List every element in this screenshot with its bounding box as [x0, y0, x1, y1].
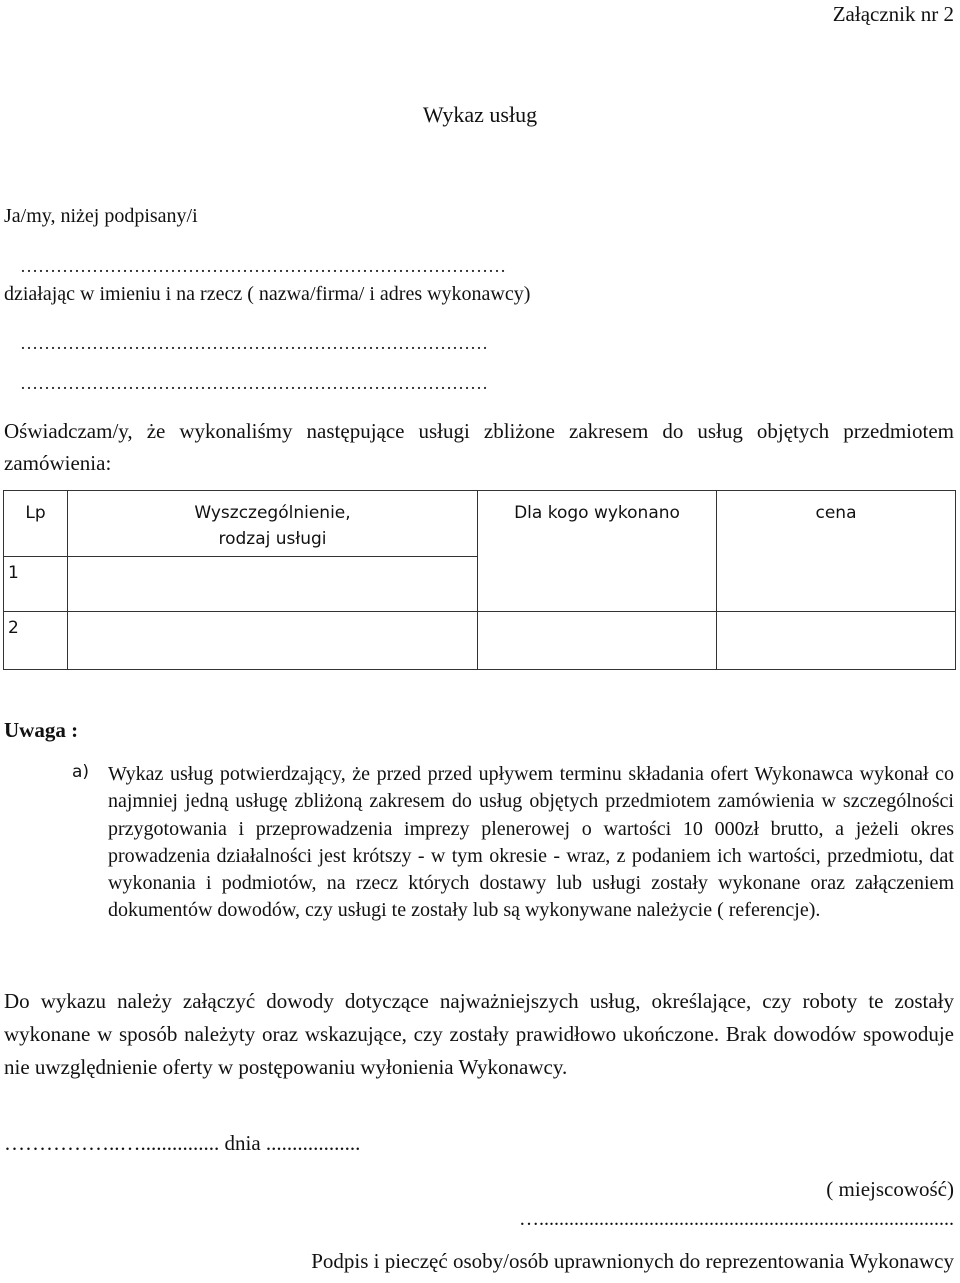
annex-number: Załącznik nr 2	[832, 2, 954, 26]
header-spec-line2: rodzaj usługi	[218, 529, 327, 549]
header-spec-line1: Wyszczególnienie,	[194, 503, 351, 523]
row-1-specification	[68, 557, 478, 612]
document-title: Wykaz usług	[422, 102, 538, 127]
row-2-lp: 2	[4, 612, 68, 670]
fill-in-dots-address-2: ……………………………………………………………………	[20, 373, 488, 393]
header-specification	[68, 491, 478, 557]
header-price: cena	[717, 491, 956, 612]
evidence-paragraph: Do wykazu należy załączyć dowody dotyczące najważniejszych usług, określające, czy roboty te zostały wykonane w sposób należyty oraz wskazujące, czy zostały prawidłowo ukończone. Brak dowodów spowoduje nie uwzględnienie oferty w postępowaniu wyłonienia Wykonawcy.	[4, 989, 954, 1079]
notice-heading: Uwaga :	[4, 718, 79, 742]
fill-in-dots-name: ………………………………………………………………………	[20, 256, 506, 276]
notice-text: Wykaz usług potwierdzający, że przed przed upływem terminu składania ofert Wykonawca wykonał co najmniej jedną usługę zbliżoną zakresem do usług objętych przedmiotem zamówienia w szczególności przygotowania i przeprowadzenia imprezy plenerowej o wartości 10 000zł brutto, a jeżeli okres prowadzenia działalności jest krótszy - w tym okresie - wraz, z podaniem ich wartości, przedmiotu, dat wykonania i podmiotów, na rzecz których dostawy lub usługi zostały wykonane oraz załączeniem dokumentów dowodów, czy usługi te zostały lub są wykonywane należycie ( referencje).	[108, 763, 954, 922]
signature-label: Podpis i pieczęć osoby/osób uprawnionych do reprezentowania Wykonawcy	[311, 1249, 954, 1273]
date-place-line: ……………..…............... dnia ..................	[4, 1131, 361, 1155]
statement: Oświadczam/y, że wykonaliśmy następujące usługi zbliżone zakresem do usług objętych przedmiotem zamówienia:	[4, 419, 954, 475]
table-row	[4, 612, 956, 670]
row-2-for-whom	[478, 612, 717, 670]
signature-dots: …...................................................................................	[519, 1208, 954, 1230]
services-table	[3, 490, 956, 670]
header-lp: Lp	[4, 491, 68, 557]
table-header-row	[4, 491, 956, 557]
row-2-specification	[68, 612, 478, 670]
place-label: ( miejscowość)	[826, 1177, 954, 1201]
notice-list-marker: a)	[72, 762, 90, 782]
acting-line: działając w imieniu i na rzecz ( nazwa/firma/ i adres wykonawcy)	[4, 283, 531, 305]
header-for-whom: Dla kogo wykonano	[478, 491, 717, 612]
fill-in-dots-address-1: ……………………………………………………………………	[20, 333, 488, 353]
signed-line: Ja/my, niżej podpisany/i	[4, 205, 198, 227]
row-2-price	[717, 612, 956, 670]
row-1-lp: 1	[4, 557, 68, 612]
